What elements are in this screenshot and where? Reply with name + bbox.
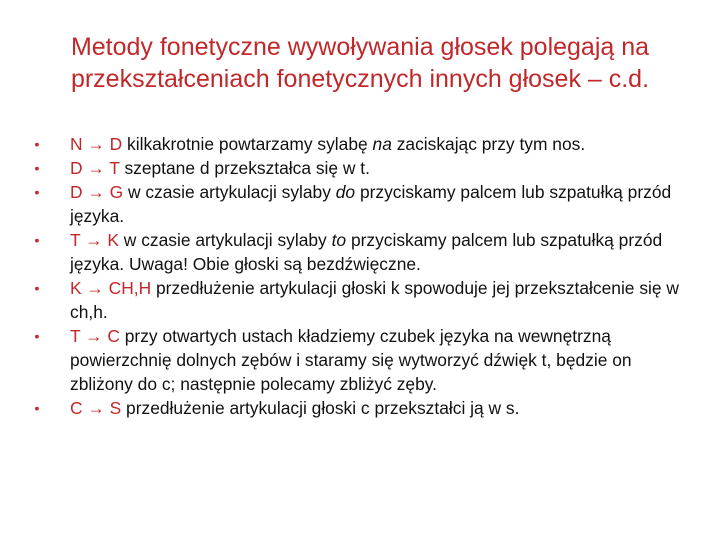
- list-item: [30, 324, 695, 396]
- item-text: szeptane d przekształca się w t.: [119, 158, 370, 178]
- list-item: [30, 180, 695, 228]
- rule-label: T → C: [70, 326, 120, 346]
- rule-label: T → K: [70, 230, 119, 250]
- bullet-icon: •: [34, 160, 40, 176]
- list-item: [30, 396, 695, 420]
- item-text: przyciskamy palcem lub szpatułką przód języka.: [70, 182, 672, 226]
- item-emphasis: to: [331, 230, 347, 250]
- slide-title: Metody fonetyczne wywoływania głosek polegają na przekształceniach fonetycznych innych głosek – c.d.: [70, 32, 650, 93]
- rule-label: D → T: [70, 158, 120, 178]
- bullet-list: [30, 132, 695, 420]
- list-item: [30, 132, 695, 156]
- item-text: w czasie artykulacji sylaby: [118, 230, 332, 250]
- item-text: kilkakrotnie powtarzamy sylabę: [122, 134, 373, 154]
- item-emphasis: do: [335, 182, 356, 202]
- list-item: [30, 276, 695, 324]
- bullet-icon: •: [34, 400, 40, 416]
- item-text: przedłużenie artykulacji głoski c przekształci ją w s.: [121, 398, 520, 418]
- item-emphasis: na: [372, 134, 392, 154]
- bullet-icon: •: [34, 280, 40, 296]
- bullet-icon: •: [34, 232, 40, 248]
- item-text: przy otwartych ustach kładziemy czubek języka na wewnętrzną powierzchnię dolnych zębów i staramy się wytworzyć dźwięk t, będzie on zbliżony do c; następnie polecamy zbliżyć zęby.: [70, 326, 632, 394]
- rule-label: C → S: [70, 398, 122, 418]
- item-text: w czasie artykulacji sylaby: [123, 182, 336, 202]
- item-text: przyciskamy palcem lub szpatułką przód języka. Uwaga! Obie głoski są bezdźwięczne.: [70, 230, 663, 274]
- item-text: zaciskając przy tym nos.: [391, 134, 586, 154]
- item-text: przedłużenie artykulacji głoski k spowoduje jej przekształcenie się w ch,h.: [70, 278, 679, 322]
- list-item: [30, 228, 695, 276]
- rule-label: K → CH,H: [70, 278, 152, 298]
- rule-label: D → G: [70, 182, 124, 202]
- list-item: [30, 156, 695, 180]
- bullet-icon: •: [34, 136, 40, 152]
- bullet-icon: •: [34, 328, 40, 344]
- bullet-icon: •: [34, 184, 40, 200]
- rule-label: N → D: [70, 134, 123, 154]
